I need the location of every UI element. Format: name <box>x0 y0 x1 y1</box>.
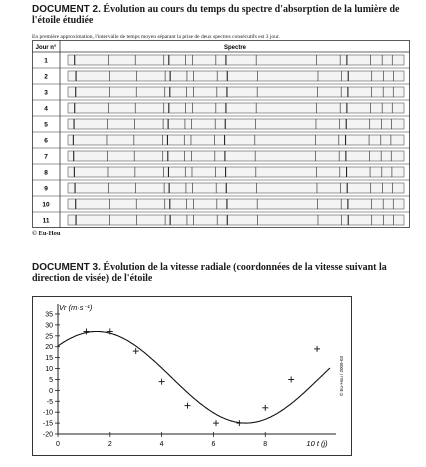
table-day-number: 2 <box>44 73 48 81</box>
x-tick-label: 2 <box>107 441 112 448</box>
side-credit: © Eu-Hou / 2009-03 <box>339 355 344 397</box>
table-day-number: 6 <box>44 137 48 145</box>
table-header-spectrum: Spectre <box>223 45 247 51</box>
table-day-number: 11 <box>42 217 50 225</box>
spectrum-band <box>68 135 404 145</box>
y-tick-label: -5 <box>46 398 53 406</box>
y-tick-label: 10 <box>45 366 53 374</box>
y-tick-label: 15 <box>45 355 53 363</box>
table-day-number: 7 <box>44 153 48 161</box>
spectrum-band <box>68 167 404 177</box>
spectrum-band <box>68 119 404 129</box>
spectrum-table <box>32 40 410 230</box>
y-tick-label: -10 <box>42 409 53 417</box>
document3-title-text: Évolution de la vitesse radiale (coordonnées de la vitesse suivant la direction de visée) de l'étoile <box>32 262 387 284</box>
y-tick-label: 30 <box>45 322 53 330</box>
chart-frame <box>33 297 352 456</box>
radial-velocity-chart <box>32 296 352 456</box>
y-tick-label: 35 <box>45 311 53 319</box>
x-tick-label: 6 <box>211 441 216 448</box>
y-tick-label: -20 <box>42 431 53 439</box>
y-tick-label: 20 <box>45 344 53 352</box>
spectrum-band <box>68 103 404 113</box>
x-tick-label: 0 <box>56 441 60 448</box>
table-header-day: Jour n° <box>35 45 57 51</box>
x-tick-label: 8 <box>263 441 268 448</box>
document2-note: En première approximation, l'intervalle de temps moyen séparant la prise de deux spectres consécutifs est 3 jour. <box>32 34 280 40</box>
table-day-number: 5 <box>44 121 48 129</box>
spectrum-band <box>68 199 404 209</box>
y-tick-label: 0 <box>49 387 53 395</box>
spectrum-band <box>68 87 404 97</box>
document2-number: DOCUMENT 2. <box>32 4 101 15</box>
spectrum-band <box>68 183 404 193</box>
document2-title <box>32 4 402 26</box>
document2-title-text: Évolution au cours du temps du spectre d'absorption de la lumière de l'étoile étudiée <box>32 4 400 26</box>
table-day-number: 8 <box>44 169 48 177</box>
y-tick-label: 5 <box>49 376 53 384</box>
y-tick-label: -15 <box>42 420 53 428</box>
document3-title <box>32 262 402 284</box>
table-day-number: 1 <box>44 57 48 65</box>
y-axis-label: Vr (m·s⁻¹) <box>59 303 93 312</box>
spectrum-band <box>68 71 404 81</box>
table-day-number: 10 <box>42 201 50 209</box>
spectrum-band <box>68 151 404 161</box>
table-day-number: 3 <box>44 89 48 97</box>
spectrum-band <box>68 55 404 65</box>
table-day-number: 9 <box>44 185 48 193</box>
y-tick-label: 25 <box>45 333 53 341</box>
table-day-number: 4 <box>44 105 48 113</box>
x-tick-label: 4 <box>159 441 164 448</box>
x-axis-label: 10 t (j) <box>306 439 328 448</box>
document3-number: DOCUMENT 3. <box>32 262 101 273</box>
document2-copyright: © Eu-Hou <box>32 230 61 237</box>
spectrum-band <box>68 215 404 225</box>
